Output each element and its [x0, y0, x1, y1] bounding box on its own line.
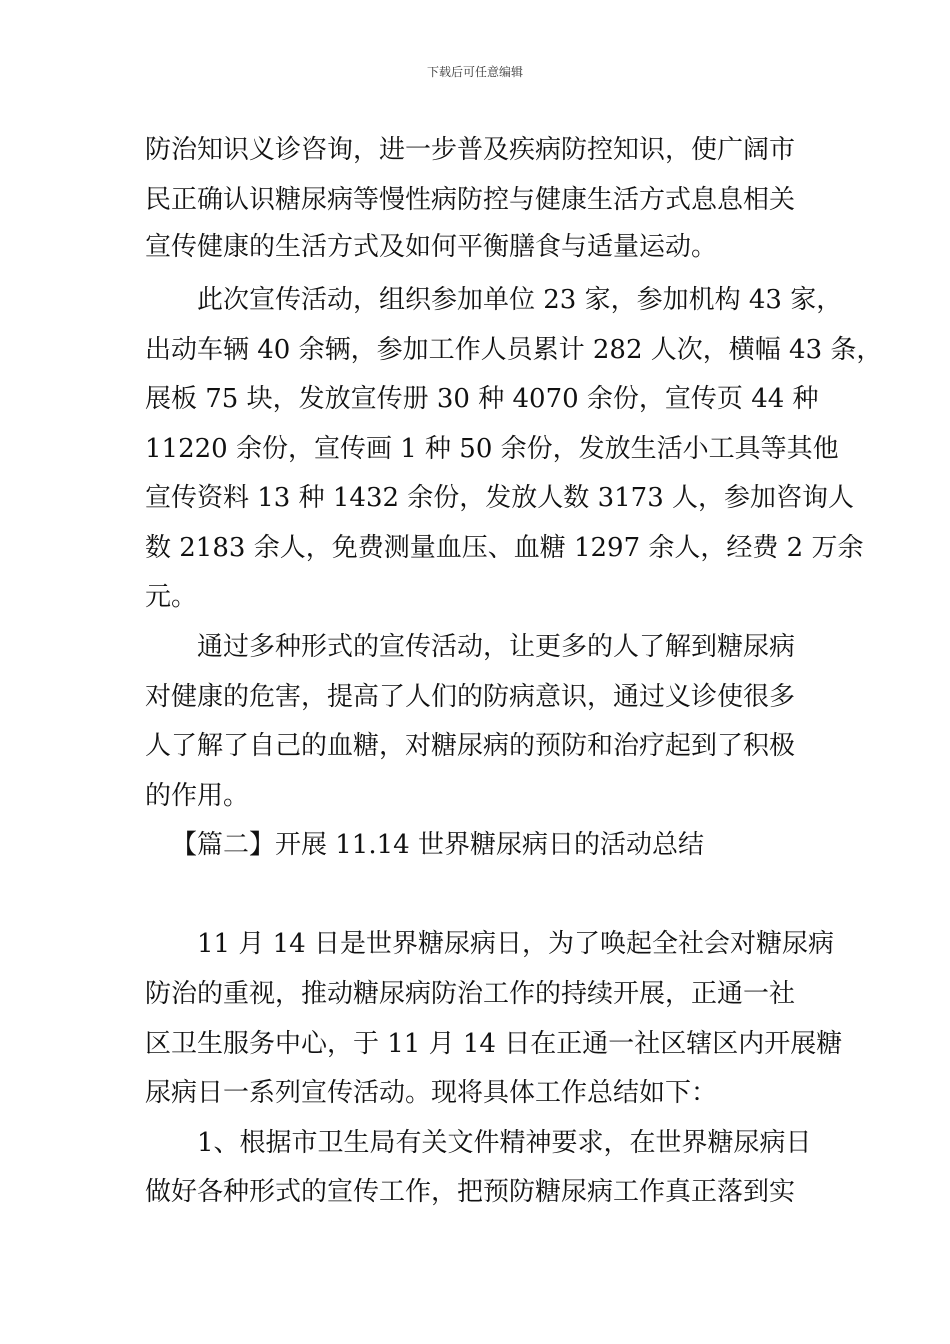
text-line: 宣传资料 13 种 1432 余份，发放人数 3173 人，参加咨询人 — [145, 483, 855, 513]
paragraph-first-line: 通过多种形式的宣传活动，让更多的人了解到糖尿病 — [197, 632, 796, 662]
paragraph-first-line: 1、根据市卫生局有关文件精神要求，在世界糖尿病日 — [197, 1128, 812, 1158]
page-header: 下载后可任意编辑 — [426, 65, 523, 79]
text-line: 数 2183 余人，免费测量血压、血糖 1297 余人，经费 2 万余 — [145, 533, 864, 563]
paragraph-first-line: 此次宣传活动，组织参加单位 23 家，参加机构 43 家， — [197, 285, 843, 315]
text-line: 区卫生服务中心，于 11 月 14 日在正通一社区辖区内开展糖 — [145, 1029, 843, 1059]
text-line: 尿病日一系列宣传活动。现将具体工作总结如下： — [145, 1078, 718, 1108]
text-line: 民正确认识糖尿病等慢性病防控与健康生活方式息息相关 — [145, 185, 796, 215]
text-line: 展板 75 块，发放宣传册 30 种 4070 余份，宣传页 44 种 — [145, 384, 819, 414]
text-line: 11220 余份，宣传画 1 种 50 余份，发放生活小工具等其他 — [145, 434, 839, 464]
text-line: 元。 — [145, 582, 198, 612]
text-line: 宣传健康的生活方式及如何平衡膳食与适量运动。 — [145, 232, 718, 262]
text-line: 防治知识义诊咨询，进一步普及疾病防控知识，使广阔市 — [145, 135, 796, 165]
text-line: 对健康的危害，提高了人们的防病意识，通过义诊使很多 — [145, 682, 796, 712]
text-line: 做好各种形式的宣传工作，把预防糖尿病工作真正落到实 — [145, 1177, 796, 1207]
text-line: 人了解了自己的血糖，对糖尿病的预防和治疗起到了积极 — [145, 731, 796, 761]
paragraph-first-line: 11 月 14 日是世界糖尿病日，为了唤起全社会对糖尿病 — [197, 929, 834, 959]
text-line: 出动车辆 40 余辆，参加工作人员累计 282 人次，横幅 43 条， — [145, 335, 883, 365]
section-heading: 【篇二】开展 11.14 世界糖尿病日的活动总结 — [171, 830, 704, 860]
text-line: 的作用。 — [145, 781, 250, 811]
text-line: 防治的重视，推动糖尿病防治工作的持续开展，正通一社 — [145, 979, 796, 1009]
